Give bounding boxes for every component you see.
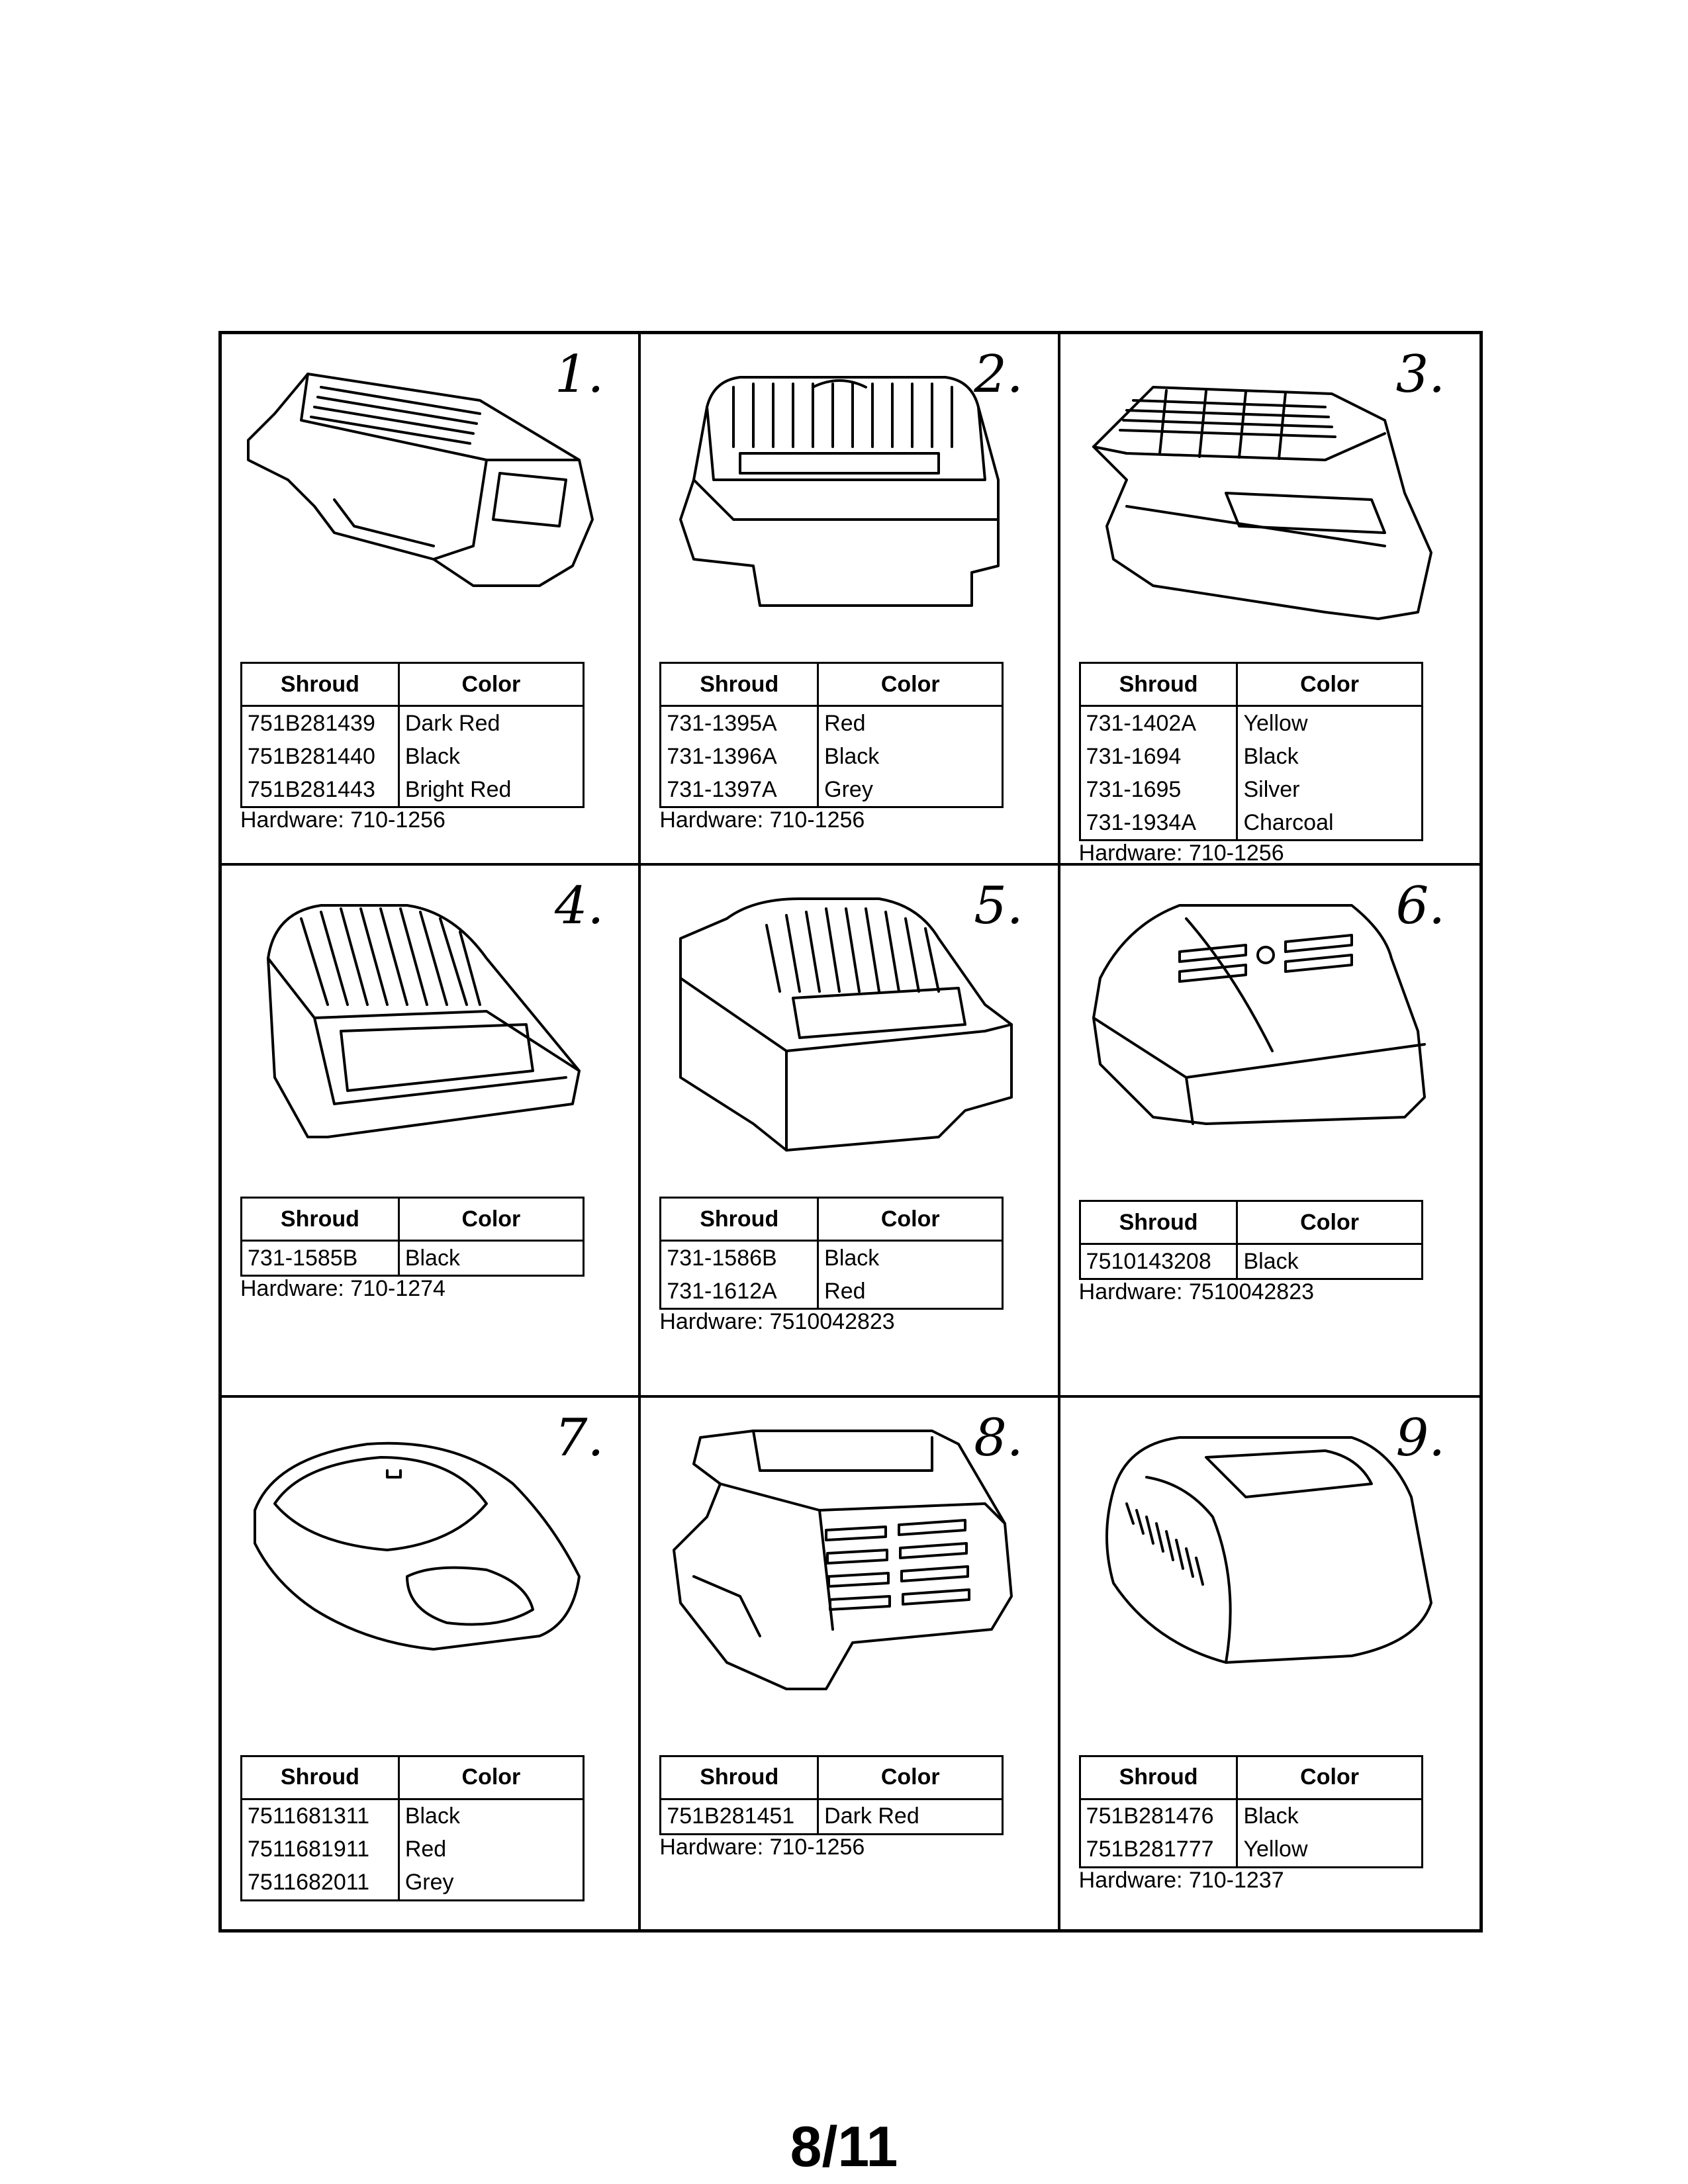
shroud-part-number: 751B281476	[1080, 1799, 1237, 1833]
part-cell-6	[1060, 866, 1479, 1397]
shroud-color: Dark Red	[818, 1799, 1003, 1834]
shroud-color: Grey	[818, 773, 1003, 807]
shroud-header: Shroud	[1080, 1201, 1237, 1244]
part-cell-3	[1060, 334, 1479, 866]
shroud-color: Black	[399, 1241, 583, 1276]
table-row	[661, 773, 1003, 807]
shroud-part-number: 7511682011	[242, 1866, 399, 1901]
table-row	[1080, 1799, 1422, 1833]
shroud-color: Black	[399, 740, 583, 773]
shroud-part-number: 751B281451	[661, 1799, 818, 1834]
shroud-color: Black	[818, 1241, 1003, 1275]
parts-table	[659, 662, 1004, 808]
figure-number: 4.	[554, 876, 604, 936]
part-cell-5	[641, 866, 1060, 1397]
shroud-part-number: 731-1695	[1080, 773, 1237, 806]
part-cell-2	[641, 334, 1060, 866]
color-header: Color	[818, 1756, 1003, 1799]
shroud-part-number: 751B281443	[242, 773, 399, 807]
shroud-header: Shroud	[661, 663, 818, 706]
page-number: 8/11	[790, 2115, 898, 2179]
shroud-part-number: 751B281439	[242, 706, 399, 741]
parts-grid	[218, 331, 1483, 1933]
part-cell-8	[641, 1398, 1060, 1929]
table-row	[242, 1241, 584, 1276]
shroud-color: Black	[1237, 1799, 1422, 1833]
shroud-part-number: 731-1586B	[661, 1241, 818, 1275]
table-row	[242, 740, 584, 773]
color-header: Color	[399, 1198, 583, 1241]
part-cell-7	[222, 1398, 641, 1929]
shroud-header: Shroud	[242, 1198, 399, 1241]
parts-table	[659, 1755, 1004, 1835]
table-row	[1080, 1244, 1422, 1279]
hardware-label: Hardware: 710-1256	[659, 807, 865, 833]
table-row	[1080, 806, 1422, 841]
shroud-part-number: 7511681311	[242, 1799, 399, 1833]
shroud-header: Shroud	[242, 663, 399, 706]
shroud-color: Red	[399, 1833, 583, 1866]
shroud-header: Shroud	[661, 1198, 818, 1241]
parts-table	[240, 1197, 585, 1277]
parts-table	[1079, 1200, 1423, 1280]
hardware-label: Hardware: 710-1274	[240, 1276, 445, 1302]
figure-number: 8.	[974, 1408, 1023, 1468]
color-header: Color	[818, 663, 1003, 706]
color-header: Color	[399, 663, 583, 706]
shroud-color: Yellow	[1237, 1833, 1422, 1868]
part-cell-1	[222, 334, 641, 866]
shroud-part-number: 751B281440	[242, 740, 399, 773]
shroud-color: Red	[818, 1275, 1003, 1309]
shroud-color: Yellow	[1237, 706, 1422, 741]
shroud-part-number: 731-1395A	[661, 706, 818, 741]
hardware-label: Hardware: 710-1256	[240, 807, 445, 833]
shroud-header: Shroud	[1080, 1756, 1237, 1799]
color-header: Color	[818, 1198, 1003, 1241]
shroud-part-number: 731-1585B	[242, 1241, 399, 1276]
hardware-label: Hardware: 710-1256	[659, 1834, 865, 1860]
table-row	[242, 1799, 584, 1833]
table-row	[1080, 773, 1422, 806]
hardware-label: Hardware: 7510042823	[659, 1309, 895, 1335]
table-row	[242, 1833, 584, 1866]
shroud-header: Shroud	[1080, 663, 1237, 706]
shroud-part-number: 731-1396A	[661, 740, 818, 773]
shroud-color: Black	[1237, 740, 1422, 773]
figure-number: 9.	[1395, 1408, 1445, 1468]
color-header: Color	[1237, 663, 1422, 706]
figure-number: 3.	[1395, 345, 1445, 404]
shroud-color: Black	[818, 740, 1003, 773]
shroud-header: Shroud	[242, 1756, 399, 1799]
figure-number: 2.	[974, 345, 1023, 404]
part-cell-9	[1060, 1398, 1479, 1929]
table-row	[661, 1241, 1003, 1275]
table-row	[1080, 1833, 1422, 1868]
shroud-part-number: 731-1694	[1080, 740, 1237, 773]
table-row	[661, 740, 1003, 773]
shroud-part-number: 731-1402A	[1080, 706, 1237, 741]
shroud-color: Black	[399, 1799, 583, 1833]
hardware-label: Hardware: 7510042823	[1078, 1279, 1315, 1305]
hardware-label: Hardware: 710-1256	[1078, 841, 1284, 866]
table-row	[661, 706, 1003, 741]
part-cell-4	[222, 866, 641, 1397]
figure-number: 1.	[554, 345, 604, 404]
shroud-color: Charcoal	[1237, 806, 1422, 841]
shroud-part-number: 7510143208	[1080, 1244, 1237, 1279]
figure-number: 5.	[974, 876, 1023, 936]
table-row	[242, 706, 584, 741]
table-row	[1080, 740, 1422, 773]
shroud-part-number: 731-1612A	[661, 1275, 818, 1309]
color-header: Color	[1237, 1201, 1422, 1244]
shroud-color: Silver	[1237, 773, 1422, 806]
table-row	[661, 1799, 1003, 1834]
table-row	[661, 1275, 1003, 1309]
shroud-part-number: 7511681911	[242, 1833, 399, 1866]
shroud-part-number: 751B281777	[1080, 1833, 1237, 1868]
parts-table	[240, 1755, 585, 1901]
color-header: Color	[399, 1756, 583, 1799]
figure-number: 7.	[554, 1408, 604, 1468]
table-row	[242, 1866, 584, 1901]
figure-number: 6.	[1395, 876, 1445, 936]
shroud-header: Shroud	[661, 1756, 818, 1799]
table-row	[242, 773, 584, 807]
color-header: Color	[1237, 1756, 1422, 1799]
shroud-part-number: 731-1934A	[1080, 806, 1237, 841]
parts-table	[659, 1197, 1004, 1310]
shroud-part-number: 731-1397A	[661, 773, 818, 807]
parts-table	[1079, 1755, 1423, 1868]
shroud-color: Dark Red	[399, 706, 583, 741]
shroud-color: Red	[818, 706, 1003, 741]
parts-table	[240, 662, 585, 808]
shroud-color: Bright Red	[399, 773, 583, 807]
hardware-label: Hardware: 710-1237	[1078, 1867, 1284, 1893]
table-row	[1080, 706, 1422, 741]
shroud-color: Grey	[399, 1866, 583, 1901]
parts-table	[1079, 662, 1423, 841]
shroud-color: Black	[1237, 1244, 1422, 1279]
